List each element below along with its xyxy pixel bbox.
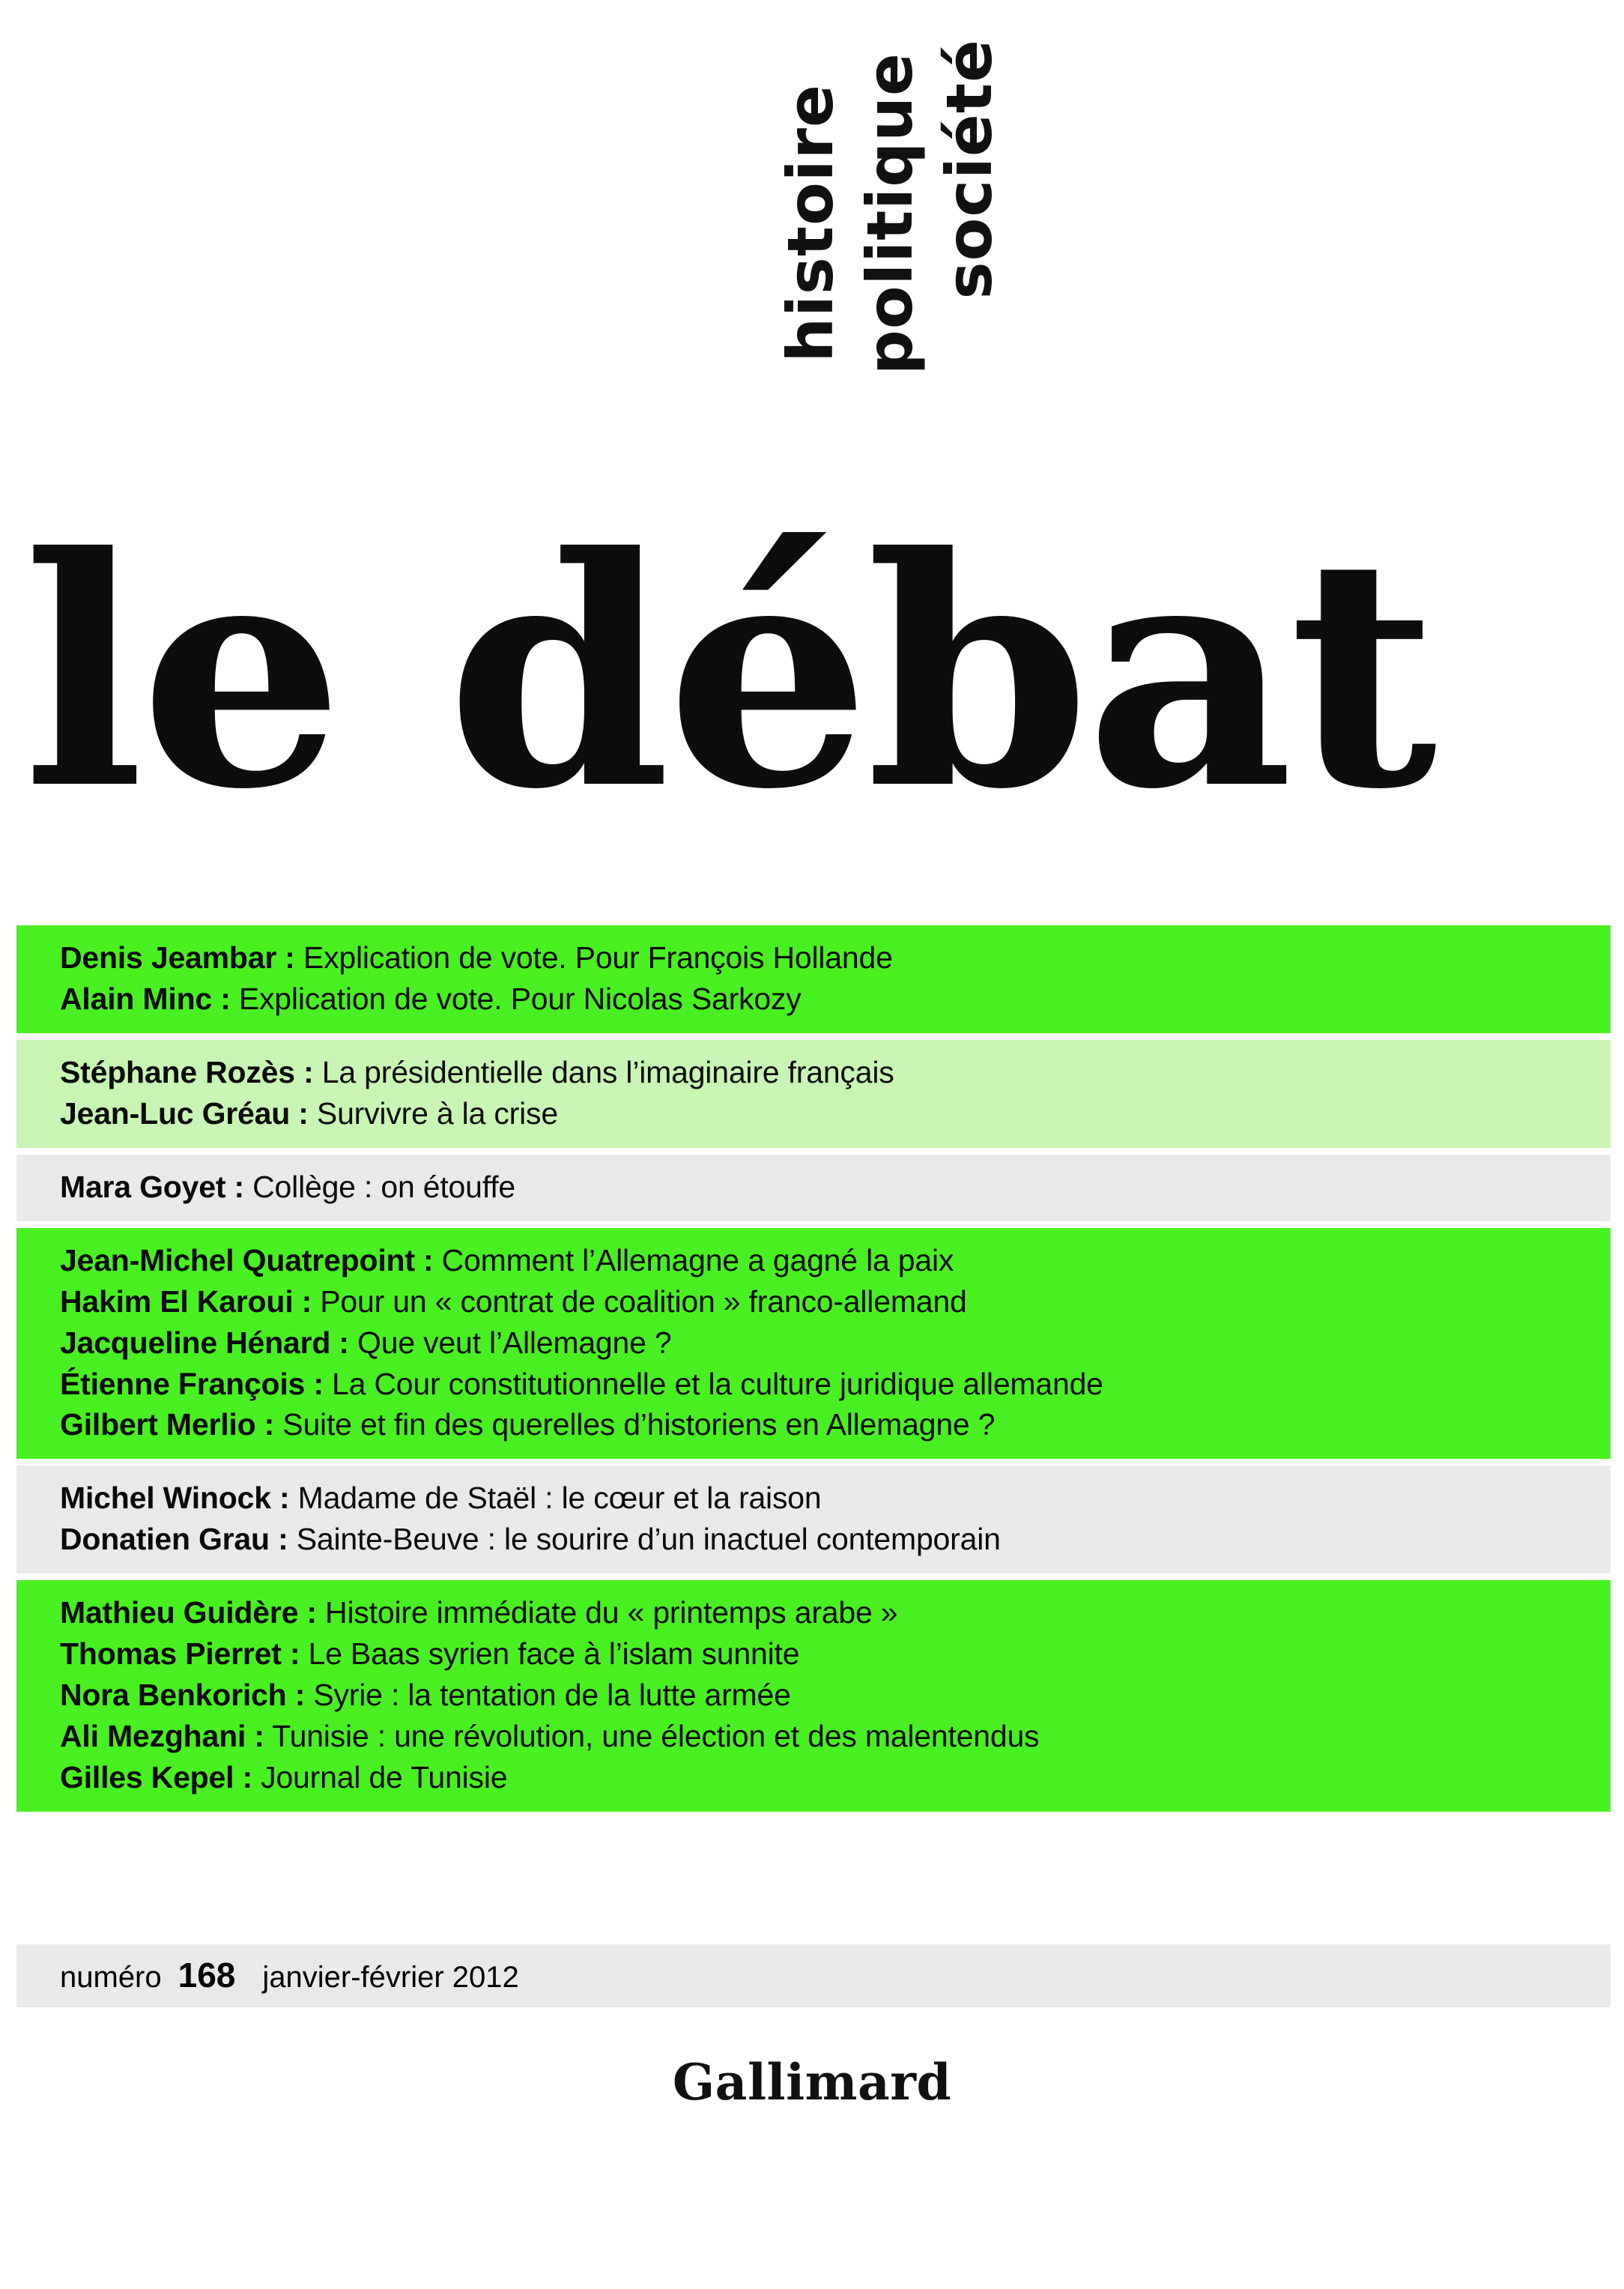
entry-title: Histoire immédiate du « printemps arabe » [316,1595,898,1630]
entry-author: Thomas Pierret : [60,1636,300,1672]
entry-author: Étienne François : [60,1366,324,1401]
entry-title: Pour un « contrat de coalition » franco-allemand [312,1283,967,1319]
list-item [60,1364,1567,1405]
entry-title: Explication de vote. Pour Nicolas Sarkozy [230,981,802,1016]
entry-title: Le Baas syrien face à l’islam sunnite [300,1636,800,1672]
entry-title: Survivre à la crise [308,1095,558,1131]
contents-block [16,1580,1611,1812]
list-item [60,1240,1567,1281]
list-item [60,1052,1567,1093]
masthead-title: le débat [22,489,1433,859]
list-item [60,1633,1567,1675]
issue-bar [16,1944,1611,2007]
entry-title: La Cour constitutionnelle et la culture juridique allemande [323,1366,1103,1401]
list-item [60,1404,1567,1445]
entry-author: Jean-Luc Gréau : [60,1095,309,1131]
entry-author: Denis Jeambar : [60,940,295,975]
subtitle-word-politique: politique [853,52,927,375]
entry-author: Mathieu Guidère : [60,1595,317,1630]
entry-title: Sainte-Beuve : le sourire d’un inactuel contemporain [288,1522,1001,1557]
entry-title: Journal de Tunisie [252,1760,508,1794]
list-item [60,1478,1567,1519]
issue-date: janvier-février 2012 [262,1961,519,1994]
entry-author: Stéphane Rozès : [60,1054,314,1089]
list-item [60,1519,1567,1560]
list-item [60,1757,1567,1798]
list-item [60,1167,1567,1208]
list-item [60,1675,1567,1716]
entry-author: Mara Goyet : [60,1169,244,1204]
entry-author: Gilles Kepel : [60,1760,252,1794]
publisher-name: Gallimard [672,2053,952,2111]
subtitle-word-histoire: histoire [774,84,847,363]
entry-title: Madame de Staël : le cœur et la raison [289,1481,822,1516]
list-item [60,937,1567,979]
entry-author: Michel Winock : [60,1481,290,1516]
entry-author: Jean-Michel Quatrepoint : [60,1242,434,1277]
contents-list [16,925,1611,1818]
list-item [60,1716,1567,1757]
list-item [60,1322,1567,1364]
entry-author: Gilbert Merlio : [60,1407,275,1442]
entry-title: Syrie : la tentation de la lutte armée [305,1678,791,1713]
entry-title: Que veut l’Allemagne ? [348,1325,672,1360]
masthead [22,489,1603,899]
list-item [60,979,1567,1020]
entry-title: La présidentielle dans l’imaginaire français [313,1054,894,1089]
entry-title: Suite et fin des querelles d’historiens en Allemagne ? [274,1407,996,1442]
contents-block [16,1466,1611,1573]
entry-author: Donatien Grau : [60,1522,288,1557]
issue-number: 168 [178,1956,236,1995]
subtitle-word-societe: société [933,39,1006,300]
subtitle-words [774,39,1006,563]
entry-author: Jacqueline Hénard : [60,1325,349,1360]
entry-author: Alain Minc : [60,981,231,1016]
entry-title: Tunisie : une révolution, une élection et des malentendus [264,1719,1040,1754]
contents-block [16,1155,1611,1221]
contents-block [16,925,1611,1033]
list-item [60,1093,1567,1134]
list-item [60,1592,1567,1633]
list-item [60,1281,1567,1322]
contents-block [16,1228,1611,1460]
entry-author: Nora Benkorich : [60,1678,306,1713]
entry-title: Comment l’Allemagne a gagné la paix [433,1242,954,1277]
entry-title: Collège : on étouffe [243,1169,515,1204]
entry-author: Ali Mezghani : [60,1719,264,1754]
entry-title: Explication de vote. Pour François Hollande [294,940,893,975]
contents-block [16,1040,1611,1148]
entry-author: Hakim El Karoui : [60,1283,312,1319]
issue-label: numéro [60,1961,162,1994]
